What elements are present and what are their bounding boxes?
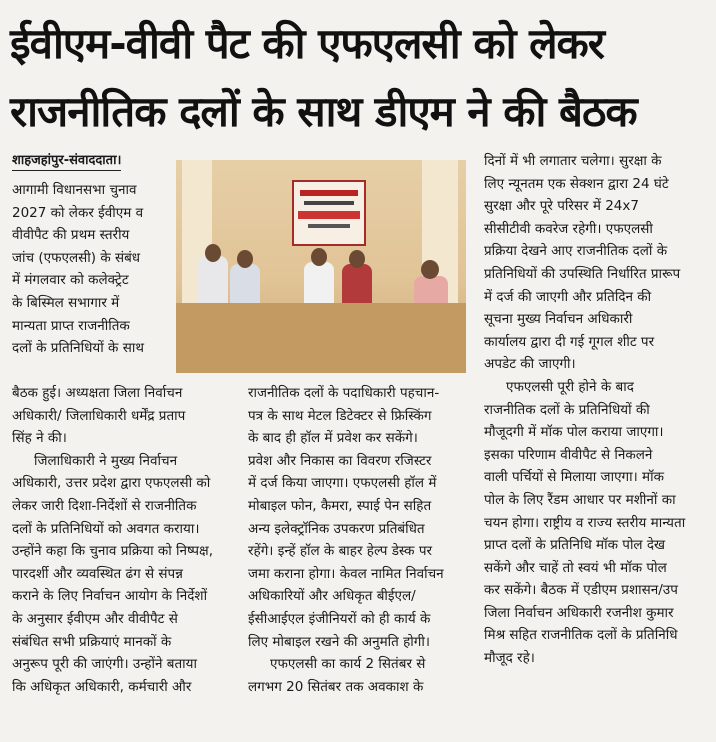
text-line: मौजूद रहे। [484,650,535,667]
meeting-photo [176,160,466,373]
text-line: जमा कराना होगा। केवल नामित निर्वाचन [248,565,444,582]
text-line: में मंगलवार को कलेक्ट्रेट [12,272,129,289]
text-line: मान्यता प्राप्त राजनीतिक [12,317,130,334]
text-line: पत्र के साथ मेटल डिटेक्टर से फ्रिस्किंग [248,407,432,424]
text-line: दिनों में भी लगातार चलेगा। सुरक्षा के [484,153,662,169]
text-line: कार्यालय द्वारा दी गई गूगल शीट पर [484,333,655,350]
text-line: अन्य इलेक्ट्रॉनिक उपकरण प्रतिबंधित [248,520,425,537]
text-line: जांच (एफएलसी) के संबंध [12,249,141,266]
text-line: पोल के लिए रैंडम आधार पर मशीनों का [484,491,676,508]
text-line: दलों के प्रतिनिधियों के साथ [12,340,144,357]
text-line: लगभग 20 सितंबर तक अवकाश के [248,678,424,695]
text-line: रहेंगे। इन्हें हॉल के बाहर हेल्प डेस्क पर [248,543,433,560]
text-line: जिला निर्वाचन अधिकारी रजनीश कुमार [484,604,674,621]
text-line: वीवीपैट की प्रथम स्तरीय [12,227,130,244]
text-line: मिश्र सहित राजनीतिक दलों के प्रतिनिधि [484,627,678,644]
article-column-1-top [12,179,168,360]
text-line: में दर्ज की जाएगी और प्रतिदिन की [484,288,652,305]
text-line: सुरक्षा और पूरे परिसर में 24x7 [484,198,639,215]
text-line: के बाद ही हॉल में प्रवेश कर सकेंगे। [248,430,418,447]
article-column-1-bottom [12,382,234,698]
text-line: अधिकारी, उत्तर प्रदेश द्वारा एफएलसी को [12,475,211,492]
article-column-2 [248,382,468,698]
text-line: जिलाधिकारी ने मुख्य निर्वाचन [34,452,178,469]
text-line: मौजूदगी में मॉक पोल कराया जाएगा। [484,424,664,441]
text-line: प्रतिनिधियों की उपस्थिति निर्धारित प्रारूप [484,265,681,282]
meeting-banner [292,180,366,246]
text-line: ईसीआईएल इंजीनियरों को ही कार्य के [248,610,431,627]
text-line: प्रवेश और निकास का विवरण रजिस्टर [248,452,432,469]
text-line: संबंधित सभी प्रक्रियाएं मानकों के [12,633,172,650]
text-line: कराने के लिए निर्वाचन आयोग के निर्देशों [12,588,208,605]
text-line: कर सकेंगे। बैठक में एडीएम प्रशासन/उप [484,582,678,599]
text-line: सीसीटीवी कवरेज रहेगी। एफएलसी [484,220,653,237]
text-line: कि अधिकृत अधिकारी, कर्मचारी और [12,678,192,695]
text-line: अधिकारियों और अधिकृत बीईएल/ [248,588,416,605]
text-line: सकेंगे और चाहें तो स्वयं भी मॉक पोल [484,559,667,576]
text-line: राजनीतिक दलों के पदाधिकारी पहचान- [248,385,440,401]
text-line: बैठक हुई। अध्यक्षता जिला निर्वाचन [12,385,183,401]
text-line: एफएलसी का कार्य 2 सितंबर से [270,656,426,673]
headline-line-2: राजनीतिक दलों के साथ डीएम ने की बैठक [10,87,637,136]
text-line: लिए न्यूनतम एक सेक्शन द्वारा 24 घंटे [484,175,669,192]
text-line: उन्होंने कहा कि चुनाव प्रक्रिया को निष्पक्ष, [12,543,214,560]
text-line: राजनीतिक दलों के प्रतिनिधियों की [484,401,650,418]
byline: शाहजहांपुर-संवाददाता। [12,150,121,171]
text-line: लेकर जारी दिशा-निर्देशों से राजनीतिक [12,497,197,514]
headline-line-1: ईवीएम-वीवी पैट की एफएलसी को लेकर [10,19,604,68]
text-line: मोबाइल फोन, कैमरा, स्पाई पेन सहित [248,497,432,514]
text-line: चयन होगा। राष्ट्रीय व राज्य स्तरीय मान्यता [484,514,686,531]
text-line: प्राप्त दलों के प्रतिनिधि मॉक पोल देख [484,537,666,554]
text-line: प्रक्रिया देखने आए राजनीतिक दलों के [484,243,668,260]
text-line: अधिकारी/ जिलाधिकारी धर्मेंद्र प्रताप [12,407,186,424]
text-line: के अनुसार ईवीएम और वीवीपैट से [12,610,178,627]
article-column-3 [484,150,704,670]
text-line: दलों के प्रतिनिधियों को अवगत कराया। [12,520,200,537]
text-line: आगामी विधानसभा चुनाव [12,182,137,198]
text-line: अनुरूप पूरी की जाएंगी। उन्होंने बताया [12,656,197,673]
text-line: एफएलसी पूरी होने के बाद [506,378,634,395]
text-line: अपडेट की जाएगी। [484,356,576,373]
text-line: 2027 को लेकर ईवीएम व [12,204,144,221]
text-line: पारदर्शी और व्यवस्थित ढंग से संपन्न [12,565,183,582]
text-line: वाली पर्चियों से मिलाया जाएगा। मॉक [484,469,664,486]
text-line: इसका परिणाम वीवीपैट से निकलने [484,446,653,463]
text-line: सूचना मुख्य निर्वाचन अधिकारी [484,311,633,328]
text-line: सिंह ने की। [12,430,67,447]
text-line: के बिस्मिल सभागार में [12,294,120,311]
text-line: लिए मोबाइल रखने की अनुमति होगी। [248,633,430,650]
text-line: में दर्ज किया जाएगा। एफएलसी हॉल में [248,475,437,492]
